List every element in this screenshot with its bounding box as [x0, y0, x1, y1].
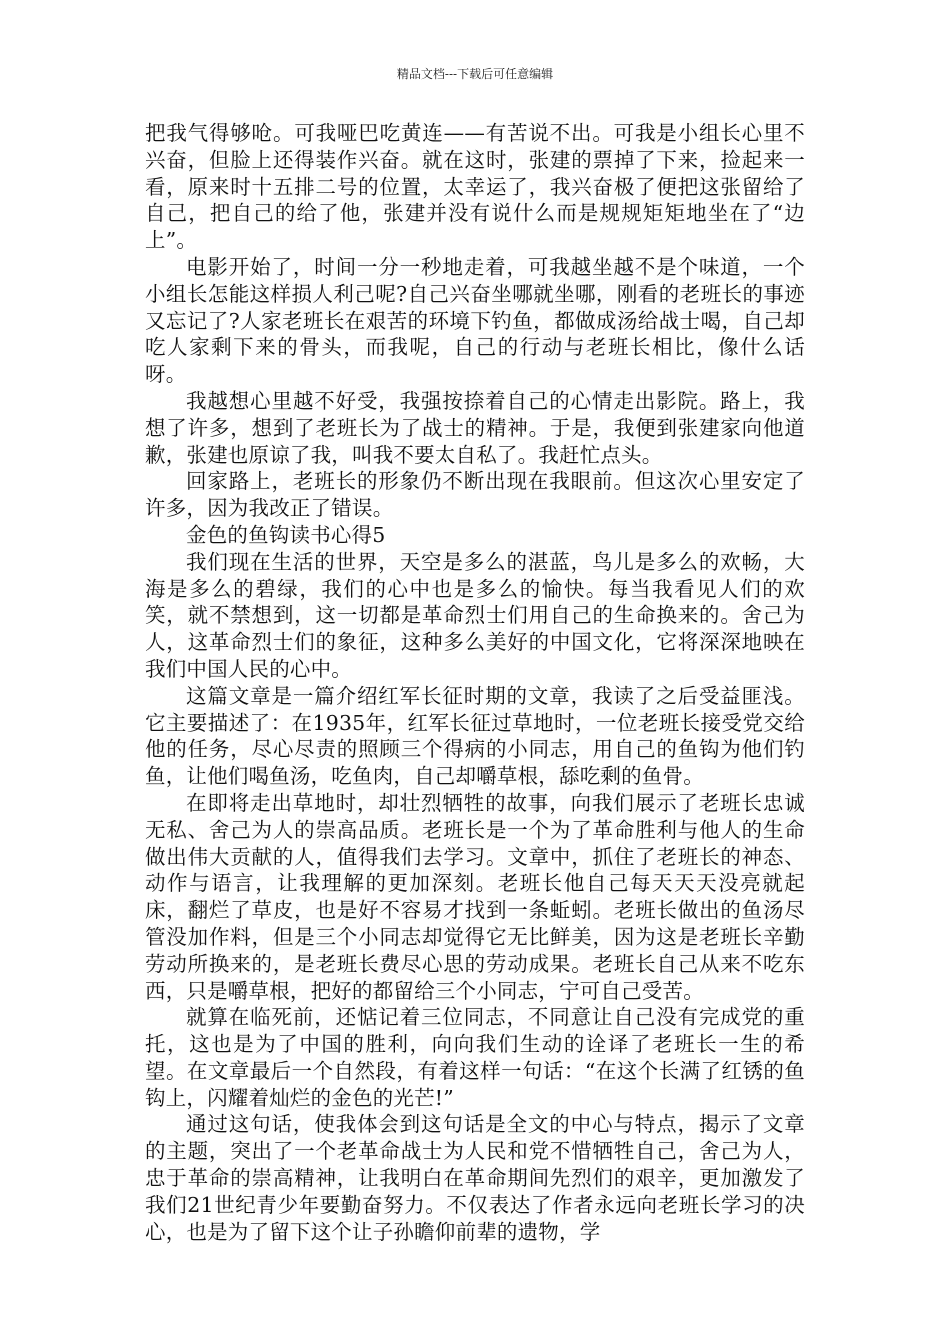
paragraph: 就算在临死前，还惦记着三位同志，不同意让自己没有完成党的重托，这也是为了中国的胜利，向向我们生动的诠译了老班长一生的希望。在文章最后一个自然段，有着这样一句话：“在这个长满了红锈的鱼钩上，闪耀着灿烂的金色的光芒!”: [145, 1005, 805, 1110]
section-title: 金色的鱼钩读书心得5: [186, 522, 386, 547]
paragraph: 我们现在生活的世界，天空是多么的湛蓝，鸟儿是多么的欢畅，大海是多么的碧绿，我们的心中也是多么的愉快。每当我看见人们的欢笑，就不禁想到，这一切都是革命烈士们用自己的生命换来的。舍己为人，这革命烈士们的象征，这种多么美好的中国文化，它将深深地映在我们中国人民的心中。: [145, 549, 805, 681]
page-header: 精品文档---下载后可任意编辑: [396, 67, 554, 81]
document-body: [145, 120, 805, 1245]
paragraph: 把我气得够呛。可我哑巴吃黄连——有苦说不出。可我是小组长心里不兴奋，但脸上还得装作兴奋。就在这时，张建的票掉了下来，捡起来一看，原来时十五排二号的位置，太幸运了，我兴奋极了便把这张留给了自己，把自己的给了他，张建并没有说什么而是规规矩矩地坐在了“边上”。: [145, 121, 805, 253]
paragraph: 在即将走出草地时，却壮烈牺牲的故事，向我们展示了老班长忠诚无私、舍己为人的崇高品质。老班长是一个为了革命胜利与他人的生命做出伟大贡献的人，值得我们去学习。文章中，抓住了老班长的神态、动作与语言，让我理解的更加深刻。老班长他自己每天天天没亮就起床，翻烂了草皮，也是好不容易才找到一条蚯蚓。老班长做出的鱼汤尽管没加作料，但是三个小同志却觉得它无比鲜美，因为这是老班长辛勤劳动所换来的，是老班长费尽心思的劳动成果。老班长自己从来不吃东西，只是嚼草根，把好的都留给三个小同志，宁可自己受苦。: [145, 790, 805, 1003]
paragraph: 回家路上，老班长的形象仍不断出现在我眼前。但这次心里安定了许多，因为我改正了错误。: [145, 469, 805, 521]
paragraph: 这篇文章是一篇介绍红军长征时期的文章，我读了之后受益匪浅。它主要描述了：在1935年，红军长征过草地时，一位老班长接受党交给他的任务，尽心尽责的照顾三个得病的小同志，用自己的鱼钩为他们钓鱼，让他们喝鱼汤，吃鱼肉，自己却嚼草根，舔吃剩的鱼骨。: [145, 683, 805, 789]
paragraph: 我越想心里越不好受，我强按捺着自己的心情走出影院。路上，我想了许多，想到了老班长为了战士的精神。于是，我便到张建家向他道歉，张建也原谅了我，叫我不要太自私了。我赶忙点头。: [145, 388, 805, 467]
paragraph: 通过这句话，使我体会到这句话是全文的中心与特点，揭示了文章的主题，突出了一个老革命战士为人民和党不惜牺牲自己，舍己为人，忠于革命的崇高精神，让我明白在革命期间先烈们的艰辛，更加激发了我们21世纪青少年要勤奋努力。不仅表达了作者永远向老班长学习的决心，也是为了留下这个让子孙瞻仰前辈的遗物，学: [145, 1112, 805, 1244]
paragraph: 电影开始了，时间一分一秒地走着，可我越坐越不是个味道，一个小组长怎能这样损人利己呢?自己兴奋坐哪就坐哪，刚看的老班长的事迹又忘记了?人家老班长在艰苦的环境下钓鱼，都做成汤给战士喝，自己却吃人家剩下来的骨头，而我呢，自己的行动与老班长相比，像什么话呀。: [145, 254, 805, 387]
